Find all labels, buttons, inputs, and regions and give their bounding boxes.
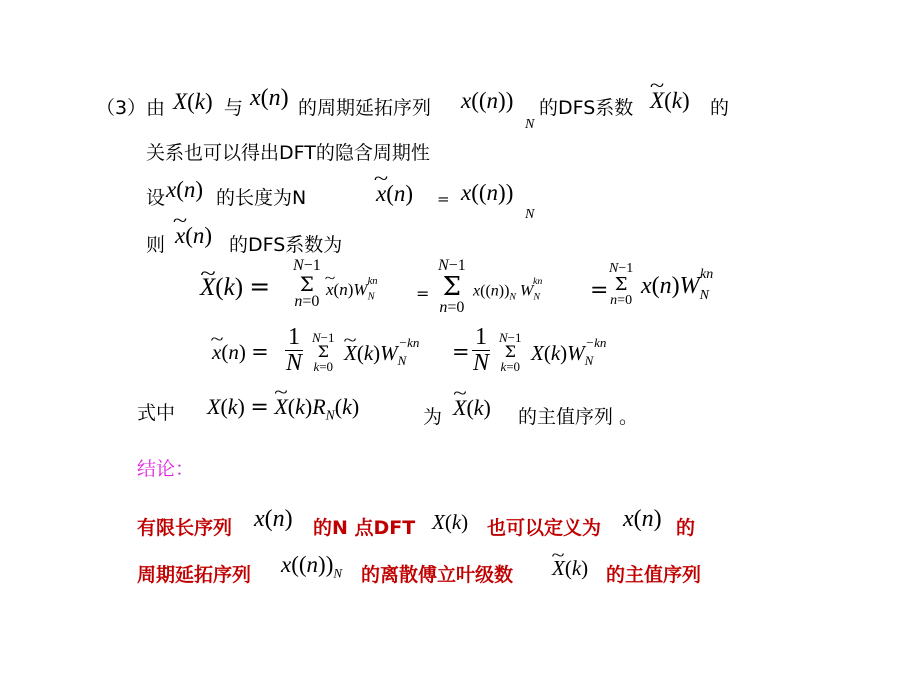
line2-text: 关系也可以得出DFT的隐含周期性 xyxy=(146,142,430,164)
conclusion-l1-c: 也可以定义为 xyxy=(487,517,602,539)
eq-tildeXk-2: ~ X(k) xyxy=(453,395,491,421)
eq-sum-3: N−1 Σ n=0 xyxy=(609,261,634,308)
eq-equals-1: = xyxy=(437,190,450,208)
eq-term-4: ~ $X(k)W_N^{-kn}$ xyxy=(344,340,427,369)
conclusion-l1-d: 的 xyxy=(676,517,696,539)
conclusion-eq-xn: x(n) xyxy=(254,506,293,532)
item-number: （3） xyxy=(96,97,147,119)
eq-subN-2: N xyxy=(525,207,535,222)
eq-sum-1: N−1 Σ n=0 xyxy=(293,257,321,310)
line4-text-b: 的DFS系数为 xyxy=(229,234,343,256)
eq-tildeXk: ~ X(k) xyxy=(650,88,690,114)
eq-equals-4: = xyxy=(452,340,470,364)
line3-text-a: 设 xyxy=(146,187,166,209)
line4-text-a: 则 xyxy=(146,234,166,256)
conclusion-l2-a: 周期延拓序列 xyxy=(137,564,252,586)
eq-xn: x(n) xyxy=(250,85,289,111)
line1-text-d: 的DFS系数 xyxy=(539,97,634,119)
eq-term-5: $X(k)W_N^{-kn}$ xyxy=(531,335,607,369)
line3-text-b: 的长度为N xyxy=(216,187,307,209)
eq-sum-4: N−1 Σ k=0 xyxy=(312,330,335,374)
conclusion-eq-xn-2: x(n) xyxy=(623,506,662,532)
conclusion-eq-xnN: $x((n))_N$ xyxy=(281,552,343,581)
eq-sum-2: N−1 Σ n=0 xyxy=(438,257,466,316)
line7-text-b: 为 xyxy=(423,406,443,428)
conclusion-l2-b: 的离散傅立叶级数 xyxy=(361,564,514,586)
eq-xnN: x((n)) xyxy=(461,88,514,113)
line1-text-e: 的 xyxy=(710,97,730,119)
line1-text-c: 的周期延拓序列 xyxy=(298,97,432,119)
eq-term-1: ~ $x(n)W_N^{kn}$ xyxy=(326,280,385,302)
eq-xn-2: x(n) xyxy=(166,177,204,202)
eq-dfs-lhs: ~ X(k) = xyxy=(200,272,270,302)
eq-tildexn-2: ~ x(n) xyxy=(175,223,212,249)
conclusion-l1-b: 的N 点DFT xyxy=(313,517,416,539)
eq-frac-1: $\frac{1}{N}$ xyxy=(285,324,302,377)
eq-term-3: $x(n)W_N^{kn}$ xyxy=(641,267,714,303)
conclusion-l1-a: 有限长序列 xyxy=(137,517,233,539)
conclusion-l2-c: 的主值序列 xyxy=(606,564,702,586)
conclusion-eq-tildeXk: ~ X(k) xyxy=(552,556,588,581)
line7-text-a: 式中 xyxy=(137,402,176,424)
eq-subN: N xyxy=(525,117,535,132)
eq-principal: X(k) = ~ $X(k)R_N(k)$ xyxy=(207,394,359,423)
conclusion-eq-Xk: X(k) xyxy=(432,510,469,534)
eq-equals-3: = xyxy=(590,278,609,303)
eq-frac-2: $\frac{1}{N}$ xyxy=(472,324,489,377)
line7-text-c: 的主值序列 。 xyxy=(518,406,639,428)
eq-sum-5: N−1 Σ k=0 xyxy=(499,330,522,374)
line1-text-b: 与 xyxy=(224,97,244,119)
eq-xnN-2: x((n)) xyxy=(461,180,514,205)
eq-equals-2: = xyxy=(416,284,430,303)
eq-term-2: $x((n))_N$ $W_N^{kn}$ xyxy=(473,276,543,303)
eq-Xk: X(k) xyxy=(173,89,213,114)
conclusion-label: 结论： xyxy=(137,458,195,480)
eq-idfs-lhs: ~ x(n) = xyxy=(212,340,269,365)
line1-text-a: 由 xyxy=(146,97,166,119)
eq-tildexn: ~ x(n) xyxy=(376,181,413,207)
